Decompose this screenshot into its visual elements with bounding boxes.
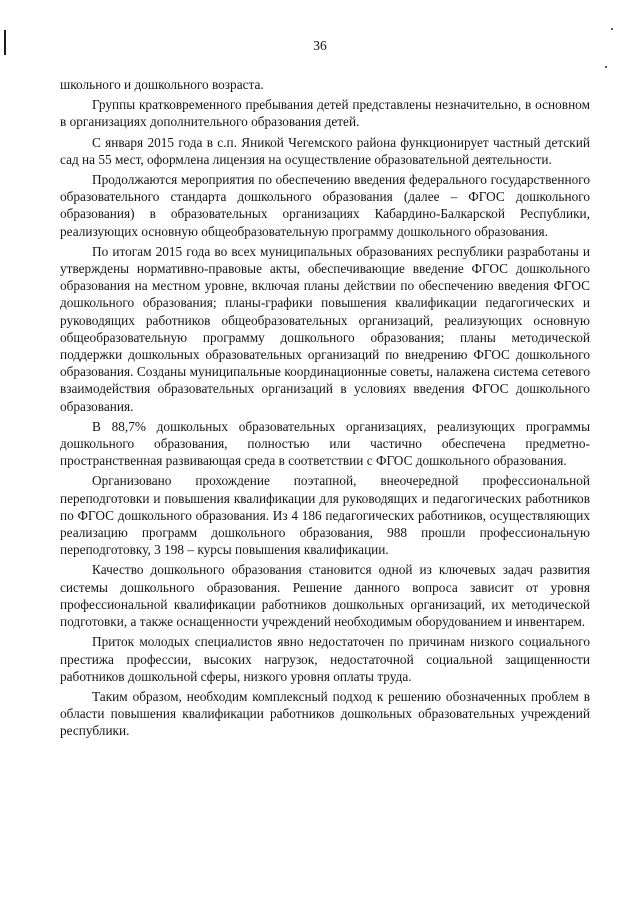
document-body	[60, 76, 590, 743]
paragraph: По итогам 2015 года во всех муниципальных образованиях республики разработаны и утверждены нормативно-правовые акты, обеспечивающие введение ФГОС дошкольного образования на местном уровне, включая планы действии по обеспечению введения ФГОС дошкольного образования; планы-графики повышения квалификации педагогических и руководящих работников общеобразовательных организаций, реализующих основную общеобразовательную программу дошкольного образования; планы методической поддержки дошкольных образовательных организаций по внедрению ФГОС дошкольного образования. Созданы муниципальные координационные советы, налажена система сетевого взаимодействия образовательных организаций в условиях введения ФГОС дошкольного образования.	[60, 243, 590, 414]
scan-speck	[605, 66, 607, 68]
paragraph: В 88,7% дошкольных образовательных организациях, реализующих программы дошкольного образования, полностью или частично обеспечена предметно-пространственная развивающая среда в соответствии с ФГОС дошкольного образования.	[60, 418, 590, 469]
paragraph: Таким образом, необходим комплексный подход к решению обозначенных проблем в области повышения квалификации работников дошкольных образовательных учреждений республики.	[60, 688, 590, 739]
paragraph: Организовано прохождение поэтапной, внеочередной профессиональной переподготовки и повышения квалификации для руководящих и педагогических работников по ФГОС дошкольного образования. Из 4 186 педагогических работников, осуществляющих реализацию программ дошкольного образования, 988 прошли профессиональную переподготовку, 3 198 – курсы повышения квалификации.	[60, 473, 590, 558]
paragraph: Группы кратковременного пребывания детей представлены незначительно, в основном в организациях дополнительного образования детей.	[60, 97, 590, 130]
paragraph: Приток молодых специалистов явно недостаточен по причинам низкого социального престижа профессии, высоких нагрузок, недостаточной социальной защищенности работников дошкольной сферы, низкого уровня оплаты труда.	[60, 634, 590, 684]
paragraph: Продолжаются мероприятия по обеспечению введения федерального государственного образовательного стандарта дошкольного образования (далее – ФГОС дошкольного образования) в образовательных организациях Кабардино-Балкарской Республики, реализующих основную общеобразовательную программу дошкольного образования.	[60, 172, 590, 239]
paragraph: школьного и дошкольного возраста.	[60, 77, 264, 92]
page-number: 36	[313, 38, 327, 53]
paragraph: Качество дошкольного образования становится одной из ключевых задач развития системы дошкольного образования. Решение данного вопроса зависит от уровня профессиональной квалификации работников дошкольных организаций, их методической подготовки, а также оснащенности учреждений необходимым оборудованием и инвентарем.	[60, 562, 590, 630]
paragraph: С января 2015 года в с.п. Яникой Чегемского района функционирует частный детский сад на 55 мест, оформлена лицензия на осуществление образовательной деятельности.	[60, 134, 590, 167]
scan-speck	[611, 28, 613, 30]
